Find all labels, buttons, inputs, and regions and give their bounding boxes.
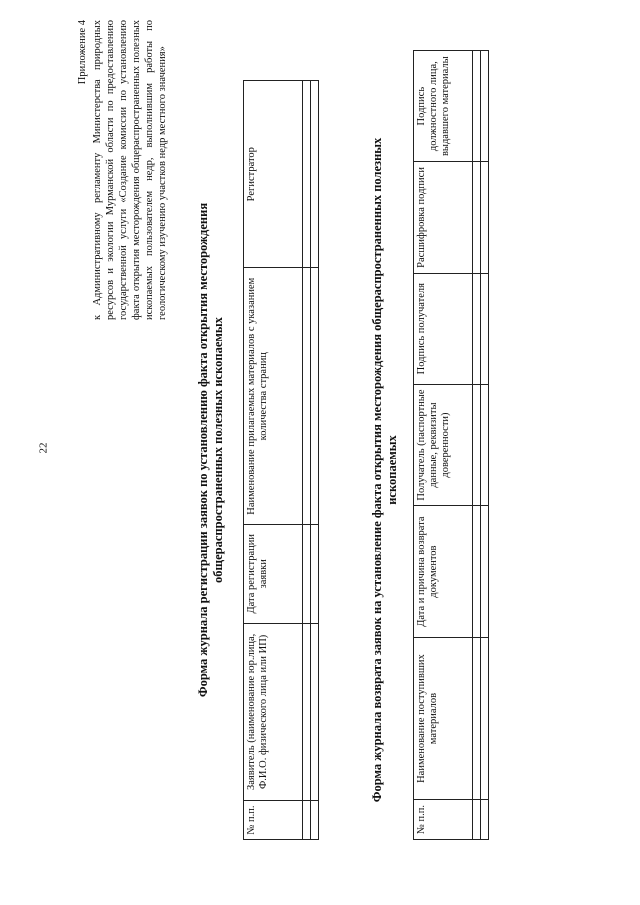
form1-col-applicant: Заявитель (наименование юр.лица, Ф.И.О. физического лица или ИП) xyxy=(244,623,303,801)
table-row xyxy=(311,81,319,840)
form2-title: Форма журнала возврата заявок на установление факта открытия месторождения общераспространенных полезных ископаемых xyxy=(370,137,399,803)
table-row xyxy=(473,51,481,840)
rotated-sheet xyxy=(70,20,490,880)
form1-col-materials: Наименование прилагаемых материалов с указанием количества страниц xyxy=(244,268,303,525)
form2-header-row xyxy=(414,51,473,840)
form1-title: Форма журнала регистрации заявок по установлению факта открытия месторождения общераспространенных полезных ископаемых xyxy=(196,202,225,698)
form1-table xyxy=(243,80,319,840)
form2-col-number: № п.п. xyxy=(414,800,473,840)
form1-col-number: № п.п. xyxy=(244,801,303,840)
form2-col-date-reason: Дата и причина возврата документов xyxy=(414,506,473,638)
form2-col-official-signature: Подпись должностного лица, выдавшего материалы xyxy=(414,51,473,162)
table-row xyxy=(303,81,311,840)
form2-col-recipient: Получатель (паспортные данные, реквизиты доверенности) xyxy=(414,384,473,505)
form1-col-date: Дата регистрации заявки xyxy=(244,524,303,623)
page-number: 22 xyxy=(37,442,50,454)
form1-header-row xyxy=(244,81,303,840)
appendix-block xyxy=(76,20,169,320)
appendix-text: к Административному регламенту Министерства природных ресурсов и экологии Мурманской области по предоставлению государственной услуги «Создание комиссии по установлению факта открытия месторождения общераспространенных полезных ископаемых пользователем недр, выполнившим работы по геологическому изучению участков недр местного значения» xyxy=(92,20,168,320)
table-row xyxy=(481,51,489,840)
form2-table xyxy=(413,50,489,840)
appendix-heading: Приложение 4 xyxy=(77,20,88,85)
form1-col-registrar: Регистратор xyxy=(244,81,303,268)
form2-col-signature-decoding: Расшифровка подписи xyxy=(414,162,473,273)
form2-col-recipient-signature: Подпись получателя xyxy=(414,273,473,384)
form2-col-materials: Наименование поступивших материалов xyxy=(414,637,473,799)
